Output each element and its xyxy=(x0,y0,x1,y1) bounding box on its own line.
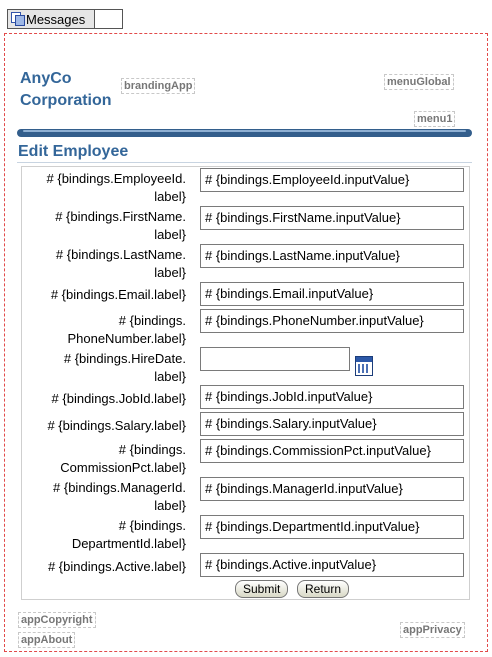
manager-id-label: # {bindings.ManagerId. label} xyxy=(53,480,186,513)
job-id-input[interactable]: # {bindings.JobId.inputValue} xyxy=(200,385,464,409)
messages-tab-label-area[interactable] xyxy=(8,10,95,28)
phone-number-input[interactable]: # {bindings.PhoneNumber.inputValue} xyxy=(200,309,464,333)
messages-icon xyxy=(11,12,25,26)
brand-line-2: Corporation xyxy=(20,92,112,109)
submit-button[interactable]: Submit xyxy=(235,580,288,598)
header-divider xyxy=(17,129,472,137)
return-button[interactable]: Return xyxy=(297,580,349,598)
app-privacy-facet: appPrivacy xyxy=(400,622,465,638)
messages-tab[interactable] xyxy=(7,9,123,29)
manager-id-input[interactable]: # {bindings.ManagerId.inputValue} xyxy=(200,477,464,501)
active-label: # {bindings.Active.label} xyxy=(47,559,186,574)
app-about-facet: appAbout xyxy=(18,632,75,648)
first-name-input[interactable]: # {bindings.FirstName.inputValue} xyxy=(200,206,464,230)
app-copyright-facet: appCopyright xyxy=(18,612,96,628)
salary-input[interactable]: # {bindings.Salary.inputValue} xyxy=(200,412,464,436)
last-name-input[interactable]: # {bindings.LastName.inputValue} xyxy=(200,244,464,268)
first-name-label: # {bindings.FirstName. label} xyxy=(55,209,186,242)
branding-app-facet: brandingApp xyxy=(121,78,195,94)
hire-date-input[interactable] xyxy=(200,347,350,371)
employee-id-input[interactable]: # {bindings.EmployeeId.inputValue} xyxy=(200,168,464,192)
active-input[interactable]: # {bindings.Active.inputValue} xyxy=(200,553,464,577)
page-title: Edit Employee xyxy=(18,143,129,160)
department-id-label: # {bindings. DepartmentId.label} xyxy=(71,518,186,551)
commission-pct-input[interactable]: # {bindings.CommissionPct.inputValue} xyxy=(200,439,464,463)
brand-name xyxy=(20,68,112,112)
title-rule xyxy=(17,162,472,163)
salary-label: # {bindings.Salary.label} xyxy=(47,418,186,433)
phone-number-label: # {bindings. PhoneNumber.label} xyxy=(67,313,186,346)
hire-date-label: # {bindings.HireDate. label} xyxy=(63,351,186,384)
employee-id-label: # {bindings.EmployeeId. label} xyxy=(46,171,186,204)
menu-global-facet: menuGlobal xyxy=(384,74,454,90)
calendar-icon[interactable] xyxy=(355,356,373,376)
email-input[interactable]: # {bindings.Email.inputValue} xyxy=(200,282,464,306)
messages-label: Messages xyxy=(26,11,86,27)
commission-pct-label: # {bindings. CommissionPct.label} xyxy=(60,442,186,475)
brand-line-1: AnyCo xyxy=(20,70,72,87)
menu1-facet: menu1 xyxy=(414,111,455,127)
email-label: # {bindings.Email.label} xyxy=(50,287,186,302)
job-id-label: # {bindings.JobId.label} xyxy=(51,391,186,406)
last-name-label: # {bindings.LastName. label} xyxy=(55,247,186,280)
department-id-input[interactable]: # {bindings.DepartmentId.inputValue} xyxy=(200,515,464,539)
